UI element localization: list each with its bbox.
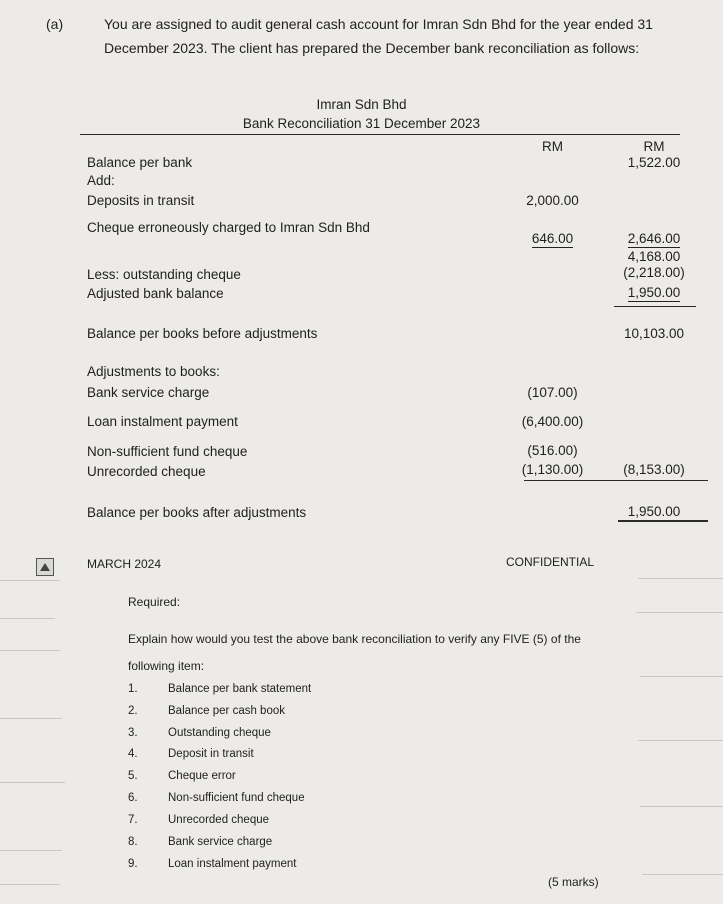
list-item: Balance per cash book (168, 705, 285, 717)
background-line (640, 806, 723, 807)
logo-mark (37, 559, 53, 575)
balance-per-bank-amount: 1,522.00 (627, 155, 681, 170)
list-item: Unrecorded cheque (168, 814, 270, 826)
list-item: Non-sufficient fund cheque (168, 792, 305, 804)
background-line (642, 874, 723, 875)
list-item: Bank service charge (168, 836, 273, 848)
row-label-add: Add: (87, 173, 115, 188)
list-item-number: 9. (128, 858, 138, 870)
background-line (0, 650, 60, 651)
final-double-underline (618, 520, 708, 522)
service-charge-amount: (107.00) (527, 385, 578, 400)
list-item: Cheque error (168, 770, 236, 782)
row-label-books-before: Balance per books before adjustments (87, 326, 318, 341)
row-label-loan: Loan instalment payment (87, 414, 238, 429)
background-line (638, 578, 723, 579)
background-line (0, 884, 60, 885)
list-item-number: 6. (128, 792, 138, 804)
question-intro: You are assigned to audit general cash account for Imran Sdn Bhd for the year ended 31 December 2023. The client has prepared the December bank reconciliation as follows: (104, 16, 653, 56)
exam-session: MARCH 2024 (87, 557, 162, 571)
double-underline (614, 306, 696, 307)
outstanding-amount: (2,218.00) (623, 265, 685, 280)
books-after-amount: 1,950.00 (627, 504, 681, 519)
header-rule (80, 134, 680, 135)
background-line (0, 718, 62, 719)
row-label-adjusted-bank: Adjusted bank balance (87, 286, 224, 301)
marks-label: (5 marks) (548, 875, 599, 889)
statement-title: Bank Reconciliation 31 December 2023 (242, 116, 481, 131)
cheque-error-total (600, 231, 708, 246)
background-line (0, 618, 55, 619)
books-before-amount: 10,103.00 (623, 326, 685, 341)
list-item-number: 2. (128, 705, 138, 717)
unrecorded-amount: (1,130.00) (521, 462, 584, 477)
row-label-outstanding: Less: outstanding cheque (87, 267, 241, 282)
background-line (638, 740, 723, 741)
row-label-unrecorded: Unrecorded cheque (87, 464, 206, 479)
row-label-nsf: Non-sufficient fund cheque (87, 444, 248, 459)
instruction-line-2: following item: (128, 659, 205, 673)
instruction-line-1: Explain how would you test the above bank reconciliation to verify any FIVE (5) of the (128, 632, 581, 646)
adjusted-bank-amount-text: 1,950.00 (627, 285, 681, 300)
background-line (0, 580, 60, 581)
loan-amount: (6,400.00) (521, 414, 584, 429)
list-item-number: 4. (128, 748, 138, 760)
row-label-deposits: Deposits in transit (87, 193, 195, 208)
confidential-label: CONFIDENTIAL (506, 555, 595, 569)
row-label-cheque-error: Cheque erroneously charged to Imran Sdn Bhd (87, 220, 370, 235)
adjustments-underline (524, 480, 708, 481)
subtotal-amount: 4,168.00 (627, 249, 681, 264)
adjusted-bank-amount (600, 285, 708, 300)
background-line (0, 850, 62, 851)
unrecorded-total: (8,153.00) (623, 462, 685, 477)
list-item: Outstanding cheque (168, 727, 271, 739)
background-line (640, 676, 723, 677)
col2-header: RM (643, 139, 665, 154)
row-label-books-after: Balance per books after adjustments (87, 505, 307, 520)
cheque-error-amount-text: 646.00 (531, 231, 574, 246)
question-label: (a) (46, 16, 64, 32)
list-item-number: 5. (128, 770, 138, 782)
list-item-number: 7. (128, 814, 138, 826)
col1-header: RM (542, 139, 563, 154)
row-label-adjustments: Adjustments to books: (87, 364, 220, 379)
background-line (0, 782, 65, 783)
row-label-service-charge: Bank service charge (87, 385, 210, 400)
cheque-error-total-text: 2,646.00 (627, 231, 681, 246)
row-label-balance-per-bank: Balance per bank (87, 155, 193, 170)
deposits-amount: 2,000.00 (526, 193, 579, 208)
list-item-number: 8. (128, 836, 138, 848)
nsf-amount: (516.00) (527, 443, 578, 458)
cheque-error-amount (500, 231, 605, 246)
required-heading: Required: (128, 595, 181, 609)
background-line (636, 612, 723, 613)
list-item: Loan instalment payment (168, 858, 297, 870)
list-item-number: 3. (128, 727, 138, 739)
logo-icon (36, 558, 54, 576)
list-item-number: 1. (128, 683, 138, 695)
company-name: Imran Sdn Bhd (316, 97, 407, 112)
list-item: Deposit in transit (168, 748, 254, 760)
list-item: Balance per bank statement (168, 683, 312, 695)
